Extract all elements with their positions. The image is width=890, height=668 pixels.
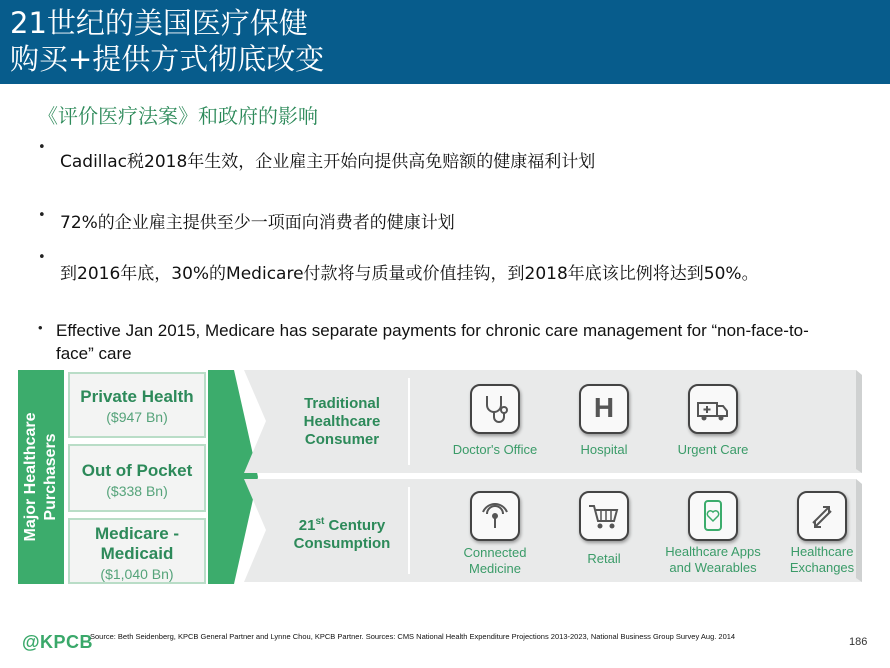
item-label [435,545,555,577]
header-banner [0,0,890,84]
row-label-word: Century [328,517,386,534]
bullet-dot: • [38,140,46,155]
item-label: Hospital [580,442,628,457]
hospital-icon [579,384,629,434]
item-connected-medicine [435,479,555,582]
row-label-suffix: st [315,516,325,527]
purchaser-name: Private Health [80,387,194,406]
shopping-cart-icon [579,491,629,541]
hospital-glyph: H [593,392,615,423]
page-title-line2: 购买+提供方式彻底改变 [10,42,325,76]
row-divider [408,378,410,465]
bullet-text: 到2016年底，30%的Medicare付款将与质量或价值挂钩，到2018年底该比例将达到50%。 [60,264,759,284]
item-label: Urgent Care [677,442,749,457]
vertical-label-line2: Purchasers [42,433,59,521]
item-label-line2: Medicine [468,561,522,576]
bullet-dot: • [38,208,46,223]
purchaser-name: Medicare - [94,524,180,543]
bullet-text: Cadillac税2018年生效，企业雇主开始向提供高免赔额的健康福利计划 [60,152,596,172]
page-title-line1: 21世纪的美国医疗保健 [10,6,308,40]
row-label-21st-century [282,513,402,553]
item-label: Doctor's Office [452,442,538,457]
purchasers-vertical-bar [18,370,64,584]
vertical-label-line1: Major Healthcare [22,412,39,542]
bullet-text: Effective Jan 2015, Medicare has separate payments for chronic care management for “non-face-to-face” care [56,321,809,363]
purchaser-box-out-of-pocket [68,444,206,512]
ambulance-icon [688,384,738,434]
purchaser-amount: ($1,040 Bn) [100,566,174,582]
wifi-signal-icon [470,491,520,541]
item-label-line2: and Wearables [669,560,757,575]
purchaser-amount: ($338 Bn) [106,483,168,499]
row-divider [408,487,410,574]
bullet-dot: • [38,320,43,335]
healthcare-diagram [18,370,868,586]
purchaser-name-line2: Medicaid [100,544,174,563]
item-label-line1: Healthcare Apps [665,544,761,559]
row-label-line1: Traditional [304,395,380,412]
bullet-text: 72%的企业雇主提供至少一项面向消费者的健康计划 [60,213,455,233]
stethoscope-icon [470,384,520,434]
page-number: 186 [849,636,868,648]
bullet-dot: • [38,250,46,265]
purchaser-name: Out of Pocket [81,461,193,480]
purchaser-amount: ($947 Bn) [106,409,168,425]
kpcb-logo: @KPCB [22,632,94,652]
item-doctors-office [435,370,555,473]
row-label-number: 21 [298,517,316,534]
purchaser-box-private-health [68,372,206,438]
item-healthcare-exchanges [762,479,882,582]
section-subtitle: 《评价医疗法案》和政府的影响 [38,104,318,128]
traditional-consumer-row [244,370,862,473]
item-label [653,544,773,576]
21st-century-consumption-row [244,479,862,582]
item-label [762,544,882,576]
item-label-line2: Exchanges [789,560,855,575]
item-urgent-care [653,370,773,473]
exchange-arrows-icon [797,491,847,541]
item-label-line1: Healthcare [790,544,854,559]
purchasers-vertical-label [21,377,61,577]
item-retail [544,479,664,582]
row-label-line2: Healthcare [303,413,381,430]
row-label-line2: Consumption [293,535,391,552]
purchaser-box-medicare-medicaid [68,518,206,584]
smartphone-heart-icon [688,491,738,541]
item-healthcare-apps [653,479,773,582]
row-label-traditional [282,395,402,449]
row-label-line3: Consumer [304,431,380,448]
item-label-line1: Connected [463,545,527,560]
item-hospital [544,370,664,473]
source-note: Source: Beth Seidenberg, KPCB General Partner and Lynne Chou, KPCB Partner. Sources: CMS National Health Expenditure Projections 2013-2023, National Business Group Survey Aug. 2014 [90,632,736,641]
item-label: Retail [587,551,621,566]
